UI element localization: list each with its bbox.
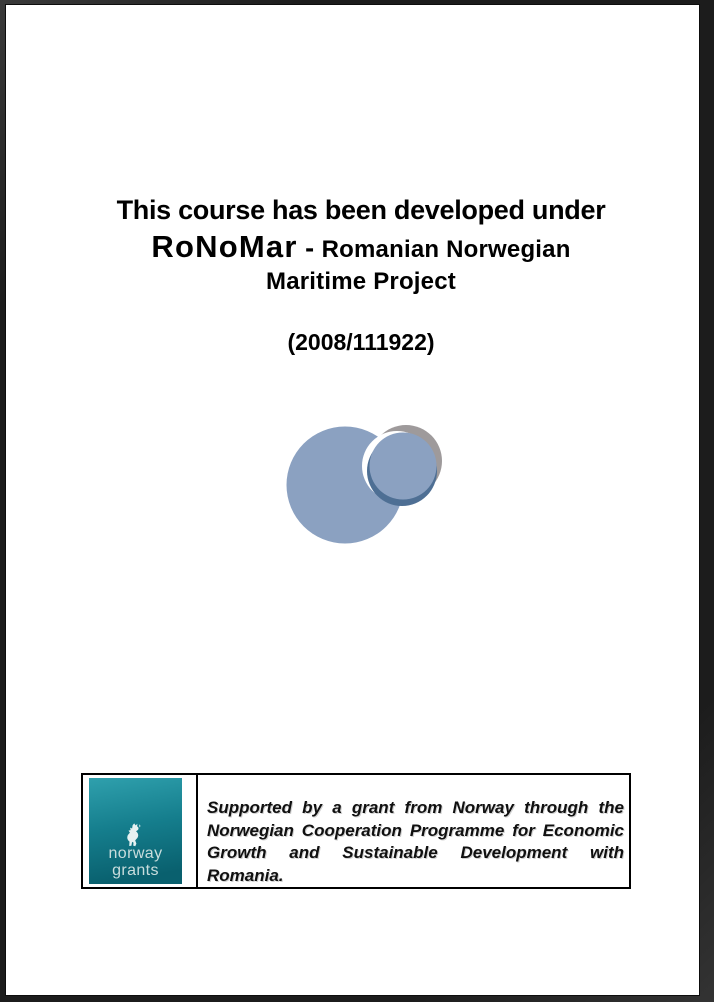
project-name-part2: Maritime Project (266, 268, 456, 295)
project-code: (2008/111922) (287, 329, 435, 355)
support-banner (81, 773, 631, 889)
ronomar-circles-logo (281, 421, 461, 556)
project-name-part1: Romanian Norwegian (321, 236, 571, 263)
support-text-line-2: Norwegian Cooperation Programme for Economic (207, 820, 624, 840)
norway-grants-cell (83, 775, 198, 887)
grants-word: grants (112, 861, 159, 879)
title-separator: - (297, 233, 322, 263)
support-text-line-1: Supported by a grant from Norway through the (207, 798, 624, 817)
support-text-cell (198, 775, 629, 887)
project-acronym: RoNoMar (151, 229, 298, 264)
logo-leaf-blue-circle (370, 433, 437, 500)
norway-grants-wordmark (89, 846, 182, 879)
title-block (21, 194, 701, 297)
title-line-2 (21, 227, 701, 267)
document-page (5, 4, 700, 996)
support-text-line-3: Growth and Sustainable Development with Romania. (207, 843, 624, 885)
title-line-1: This course has been developed under (116, 195, 606, 225)
norway-grants-logo (89, 778, 182, 884)
norway-word: norway (108, 845, 163, 862)
